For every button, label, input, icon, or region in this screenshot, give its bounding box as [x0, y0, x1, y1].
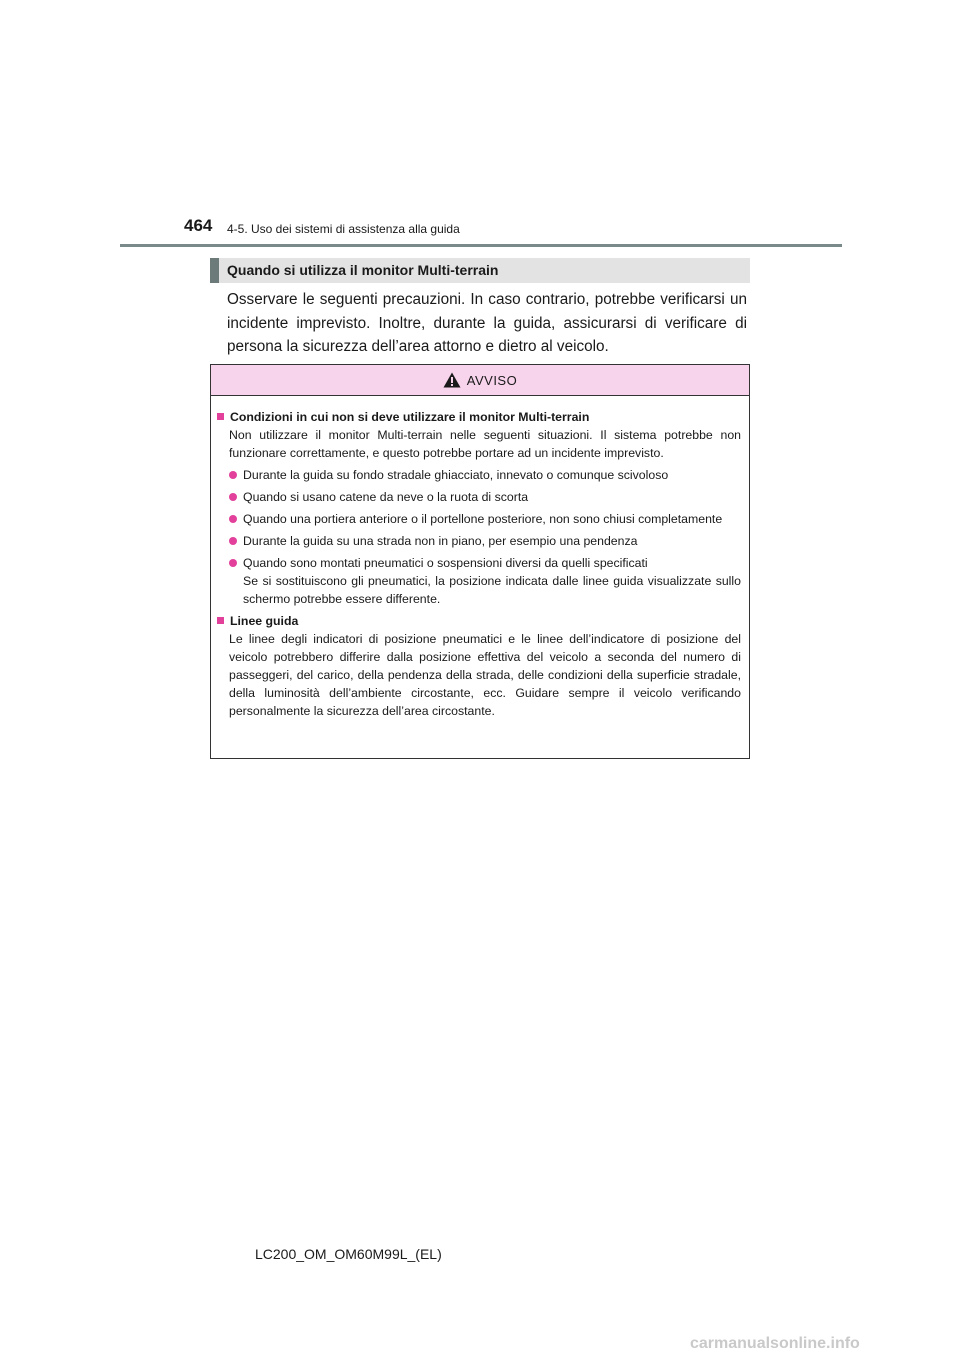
list-item-line: Quando sono montati pneumatici o sospensioni diversi da quelli specificati [243, 556, 648, 570]
square-bullet-icon [217, 413, 224, 420]
watermark: carmanualsonline.info [690, 1335, 860, 1352]
warning-label: AVVISO [466, 372, 518, 388]
warning-body [211, 396, 749, 720]
warning-header [211, 365, 749, 396]
subheading-text: Condizioni in cui non si deve utilizzare il monitor Multi-terrain [230, 410, 590, 424]
intro-paragraph: Osservare le seguenti precauzioni. In caso contrario, potrebbe verificarsi un incidente imprevisto. Inoltre, durante la guida, assicurarsi di verificare di persona la sicurezza dell’area attorno e dietro al veicolo. [227, 291, 747, 355]
circle-bullet-icon [229, 559, 237, 567]
warning-subheading-guidelines [217, 612, 741, 630]
list-item-text: Quando una portiera anteriore o il portellone posteriore, non sono chiusi completamente [243, 512, 723, 526]
subheading-text: Linee guida [230, 614, 299, 628]
square-bullet-icon [217, 617, 224, 624]
list-item-text [243, 554, 741, 608]
warning-paragraph: Le linee degli indicatori di posizione pneumatici e le linee dell’indicatore di posizione del veicolo potrebbero differire dalla posizione effettiva del veicolo a seconda del numero di passeggeri, del carico, della pendenza della strada, delle condizioni della superficie stradale, della luminosità dell’ambiente circostante, ecc. Guidare sempre il veicolo verificando personalmente la sicurezza dell’area circostante. [229, 632, 741, 718]
warning-triangle-icon [443, 372, 461, 388]
warning-subheading-conditions [217, 408, 741, 426]
circle-bullet-icon [229, 515, 237, 523]
list-item [217, 488, 741, 506]
warning-paragraph: Non utilizzare il monitor Multi-terrain nelle seguenti situazioni. Il sistema potrebbe non funzionare correttamente, e questo potrebbe portare ad un incidente imprevisto. [229, 428, 741, 460]
circle-bullet-icon [229, 471, 237, 479]
circle-bullet-icon [229, 537, 237, 545]
document-code: LC200_OM_OM60M99L_(EL) [255, 1246, 442, 1262]
list-item [217, 554, 741, 608]
list-item [217, 510, 741, 528]
list-item [217, 466, 741, 484]
circle-bullet-icon [229, 493, 237, 501]
list-item-note: Se si sostituiscono gli pneumatici, la posizione indicata dalle linee guida visualizzate sullo schermo potrebbe essere differente. [243, 574, 741, 606]
warning-box [210, 364, 750, 759]
list-item-text: Durante la guida su una strada non in piano, per esempio una pendenza [243, 534, 638, 548]
list-item [217, 532, 741, 550]
list-item-text: Quando si usano catene da neve o la ruota di scorta [243, 490, 529, 504]
chapter-title: 4-5. Uso dei sistemi di assistenza alla guida [227, 222, 460, 236]
section-heading: Quando si utilizza il monitor Multi-terrain [210, 258, 750, 283]
header-rule [120, 244, 842, 247]
page-number: 464 [184, 216, 213, 235]
list-item-text: Durante la guida su fondo stradale ghiacciato, innevato o comunque scivoloso [243, 468, 669, 482]
